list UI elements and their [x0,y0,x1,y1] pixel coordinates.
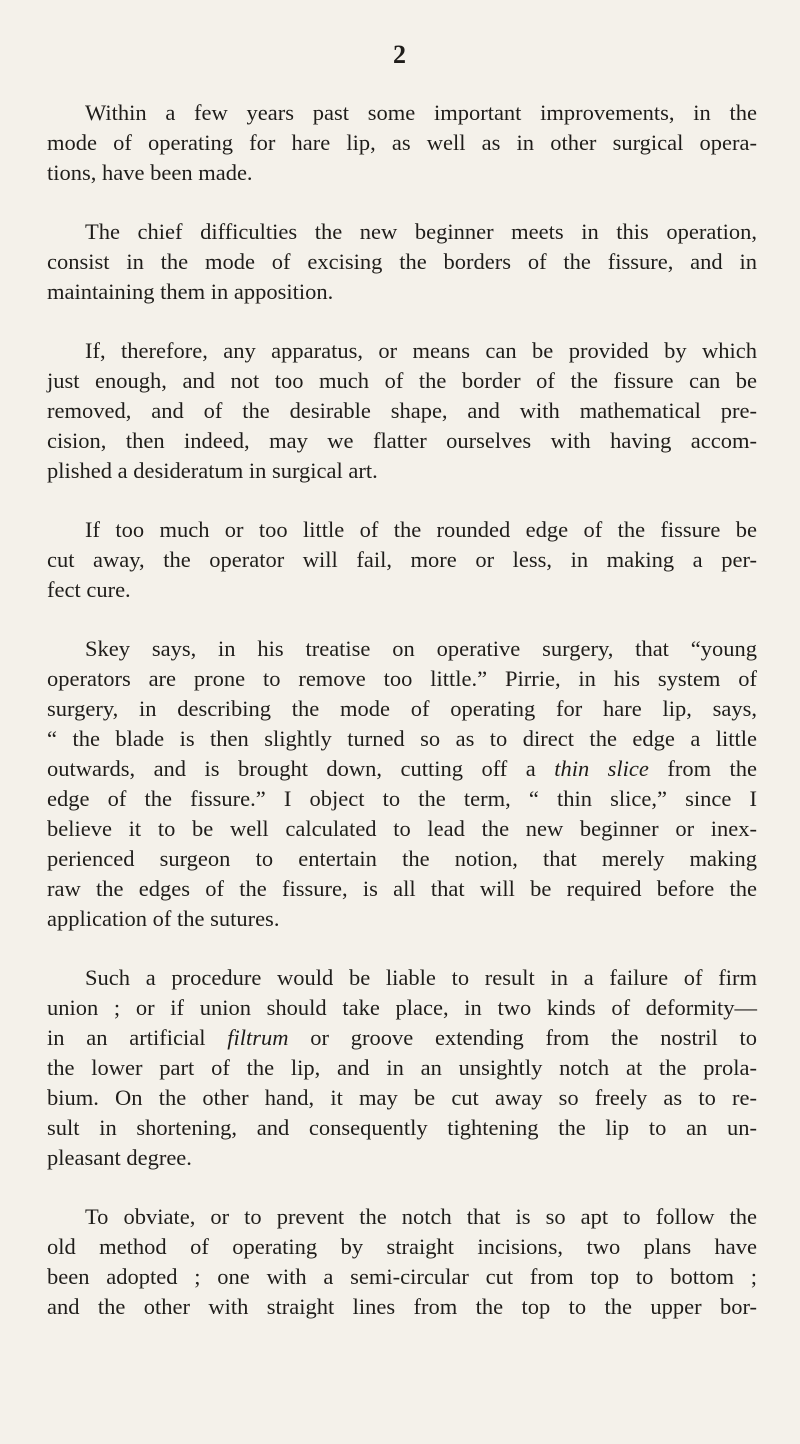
text-segment: outwards, and is brought down, cutting off a [47,756,536,781]
text-line: The chief difficulties the new beginner meets in this operation, [85,219,757,244]
italic-phrase: filtrum [227,1025,289,1050]
text-line: just enough, and not too much of the border of the fissure can be [47,368,757,393]
text-line: To obviate, or to prevent the notch that is so apt to follow the [85,1204,757,1229]
text-line: been adopted ; one with a semi-circular cut from top to bottom ; [47,1264,757,1289]
text-line: raw the edges of the fissure, is all that will be required before the [47,876,757,901]
text-line: If too much or too little of the rounded edge of the fissure be [85,517,757,542]
text-line: bium. On the other hand, it may be cut away so freely as to re- [47,1085,757,1110]
text-line: union ; or if union should take place, in two kinds of deformity— [47,995,757,1020]
text-line: consist in the mode of excising the borders of the fissure, and in [47,249,757,274]
text-line: application of the sutures. [47,906,280,931]
text-line: plished a desideratum in surgical art. [47,458,378,483]
text-line: operators are prone to remove too little.” Pirrie, in his system of [47,666,757,691]
text-line: Within a few years past some important improvements, in the [85,100,757,125]
text-line: perienced surgeon to entertain the notion, that merely making [47,846,757,871]
page-number: 2 [393,40,407,69]
text-line: and the other with straight lines from the top to the upper bor- [47,1294,757,1319]
paragraph-2 [47,217,757,307]
text-line: the lower part of the lip, and in an unsightly notch at the prola- [47,1055,757,1080]
text-line: cision, then indeed, may we flatter ourselves with having accom- [47,428,757,453]
text-line: sult in shortening, and consequently tightening the lip to an un- [47,1115,757,1140]
text-segment: in an artificial [47,1025,206,1050]
body-text [47,98,757,1351]
paragraph-6 [47,963,757,1173]
text-line: fect cure. [47,577,131,602]
paragraph-3 [47,336,757,486]
paragraph-1 [47,98,757,188]
text-line: tions, have been made. [47,160,253,185]
text-line: old method of operating by straight incisions, two plans have [47,1234,757,1259]
text-line: edge of the fissure.” I object to the term, “ thin slice,” since I [47,786,757,811]
text-line: maintaining them in apposition. [47,279,334,304]
text-line: removed, and of the desirable shape, and with mathematical pre- [47,398,757,423]
paragraph-4 [47,515,757,605]
paragraph-7 [47,1202,757,1322]
text-line: believe it to be well calculated to lead the new beginner or inex- [47,816,757,841]
italic-phrase: thin slice [554,756,649,781]
text-line-with-italic [47,1023,757,1053]
text-line: “ the blade is then slightly turned so as to direct the edge a little [47,726,757,751]
paragraph-5 [47,634,757,934]
text-line: surgery, in describing the mode of operating for hare lip, says, [47,696,757,721]
text-line: If, therefore, any apparatus, or means can be provided by which [85,338,757,363]
text-line-with-italic [47,754,757,784]
text-line: Skey says, in his treatise on operative surgery, that “young [85,636,757,661]
text-segment: from the [667,756,758,781]
text-line: cut away, the operator will fail, more or less, in making a per- [47,547,757,572]
text-line: mode of operating for hare lip, as well as in other surgical opera- [47,130,757,155]
text-line: Such a procedure would be liable to result in a failure of firm [85,965,757,990]
text-line: pleasant degree. [47,1145,192,1170]
text-segment: or groove extending from the nostril to [310,1025,757,1050]
